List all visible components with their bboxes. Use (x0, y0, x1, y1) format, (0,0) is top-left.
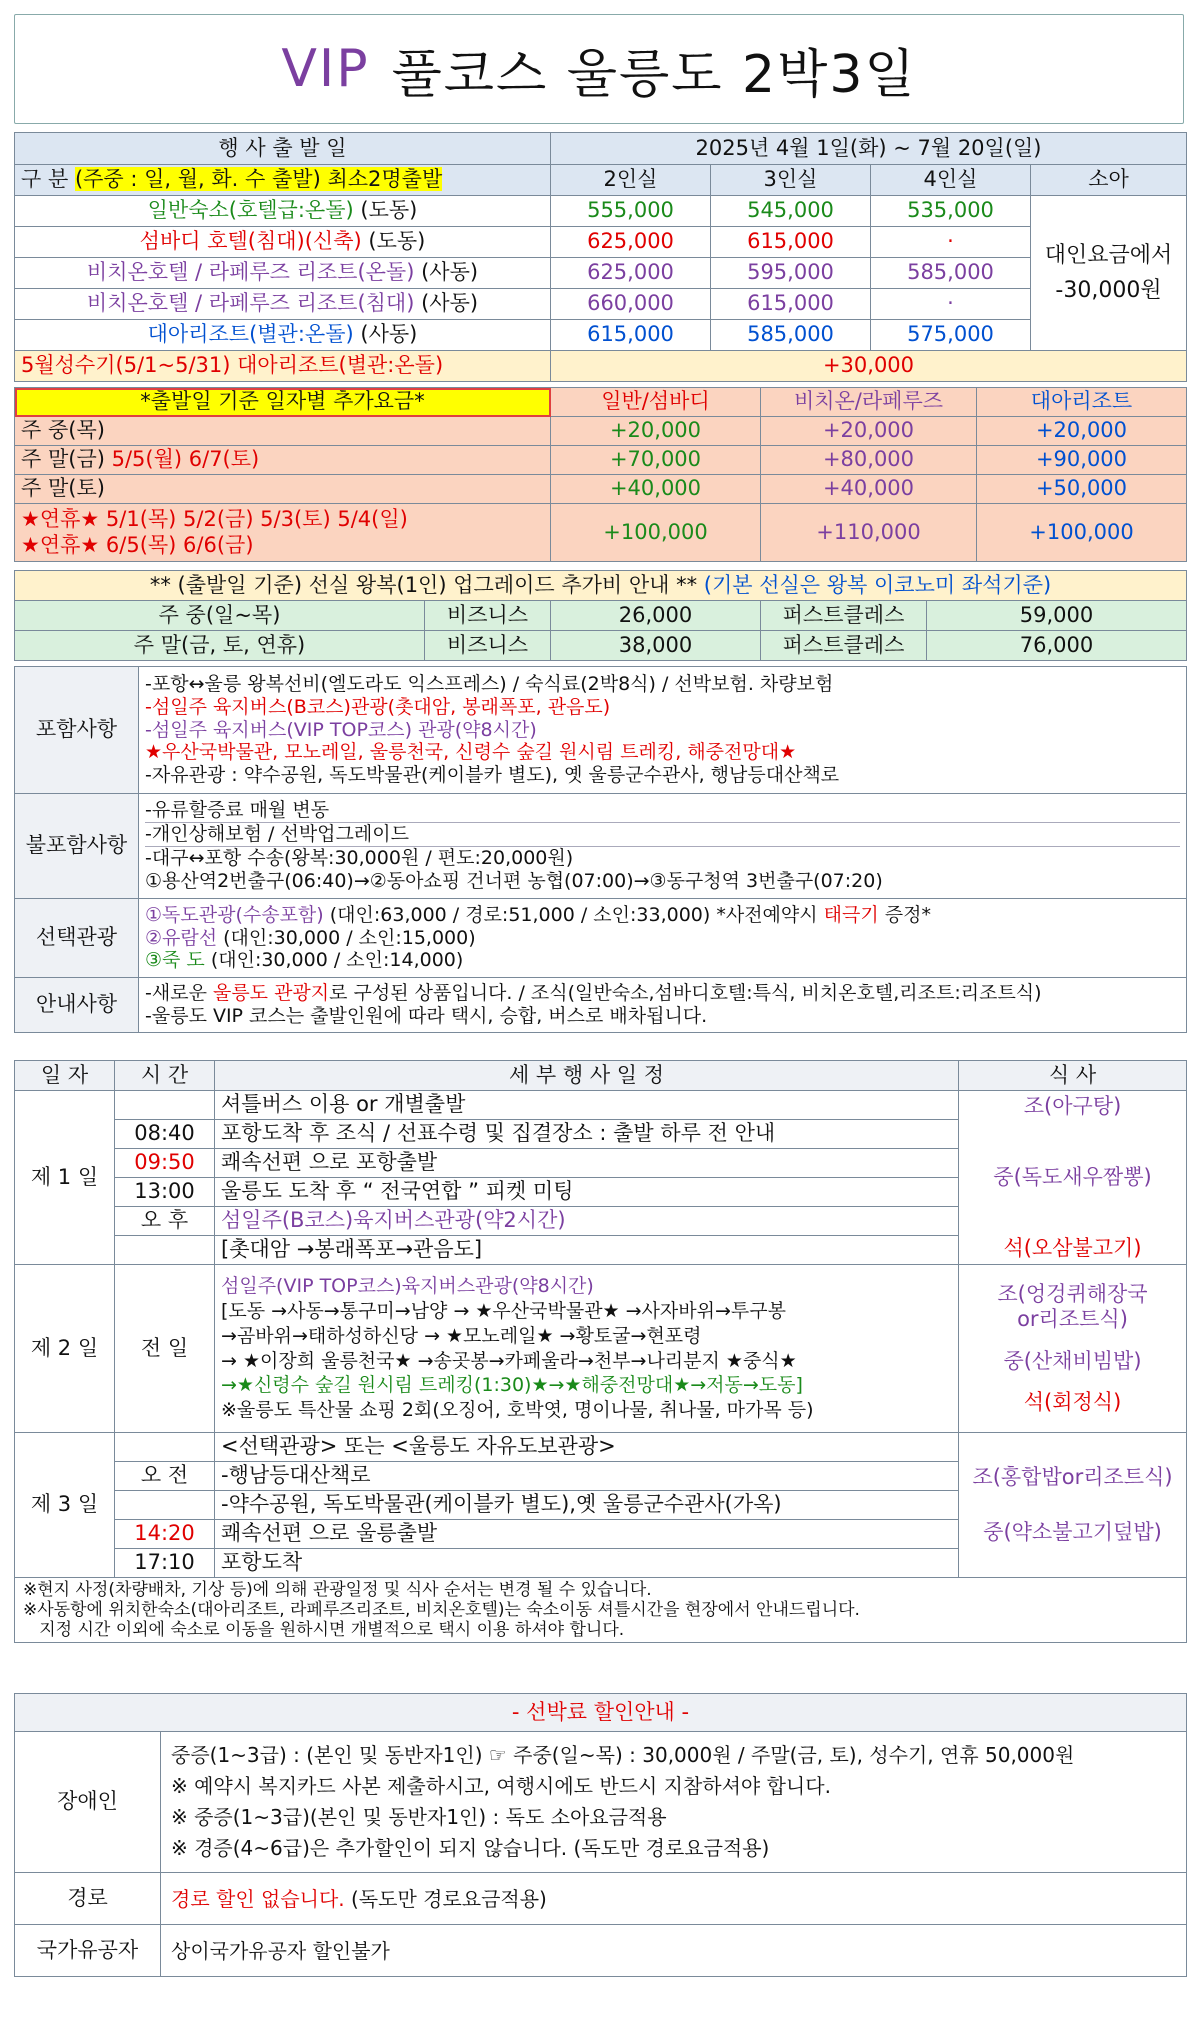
price-row-name (15, 258, 551, 289)
include-item: -자유관광 : 약수공원, 독도박물관(케이블카 별도), 옛 울릉군수관사, 행남등대산책로 (145, 764, 840, 787)
day3-detail: -행남등대산책로 (215, 1462, 959, 1491)
merit-text: 상이국가유공자 할인불가 (161, 1925, 1187, 1977)
senior-label: 경로 (15, 1873, 161, 1925)
col-3room: 3인실 (711, 165, 871, 196)
include-item: -포항↔울릉 왕복선비(엘도라도 익스프레스) / 숙식료(2박8식) / 선박보험. 차량보험 (145, 673, 834, 695)
notice-label: 안내사항 (15, 978, 139, 1033)
row-tag: (사동) (421, 291, 479, 316)
day1-time: 08:40 (115, 1120, 215, 1149)
surcharge-cell: +50,000 (977, 475, 1187, 504)
day3-time (115, 1491, 215, 1520)
day2-meals (959, 1265, 1187, 1433)
day1-time (115, 1091, 215, 1120)
row-hotel: 일반숙소(호텔급:온돌) (147, 198, 354, 223)
upgrade-title-text: ** (출발일 기준) 선실 왕복(1인) 업그레이드 추가비 안내 ** (149, 572, 698, 597)
surcharge-cell: +20,000 (977, 417, 1187, 446)
senior-red: 경로 할인 없습니다. (171, 1886, 345, 1911)
day3-time (115, 1433, 215, 1462)
notice-item (145, 982, 1180, 1005)
disabled-item: ※ 중증(1~3급)(본인 및 동반자1인) : 독도 소아요금적용 (171, 1805, 667, 1829)
schedule-note: 지정 시간 이외에 숙소로 이동을 원하시면 개별적으로 택시 이용 하셔야 합니다. (23, 1620, 625, 1641)
day2-time: 전 일 (115, 1265, 215, 1433)
option-item (145, 927, 1180, 950)
option-name: ③죽 도 (145, 949, 205, 972)
day2-line: →곰바위→태하성하신당 → ★모노레일★ →황토굴→현포령 (221, 1324, 702, 1347)
upgrade-biz-price: 26,000 (551, 601, 761, 631)
include-item: ★우산국박물관, 모노레일, 울릉천국, 신령수 숲길 원시림 트레킹, 해중전망대★ (145, 741, 797, 764)
upgrade-biz-price: 38,000 (551, 631, 761, 661)
price-cell: 545,000 (711, 196, 871, 227)
child-note-1: 대인요금에서 (1044, 242, 1173, 268)
senior-text (161, 1873, 1187, 1925)
meal-breakfast: 조(아구탕) (1023, 1093, 1122, 1118)
disabled-item: ※ 예약시 복지카드 사본 제출하시고, 여행시에도 반드시 지참하셔야 합니다. (171, 1774, 831, 1798)
upgrade-first-price: 59,000 (927, 601, 1187, 631)
price-cell: 535,000 (871, 196, 1031, 227)
schedule-note: ※사동항에 위치한숙소(대아리조트, 라페루즈리조트, 비치온호텔)는 숙소이동 셔틀시간을 현장에서 안내드립니다. (23, 1600, 860, 1621)
day1-time (115, 1236, 215, 1265)
exclude-label: 불포함사항 (15, 794, 139, 899)
upgrade-label: 주 중(일~목) (15, 601, 425, 631)
day2-line: [도동 →사동→통구미→남양 → ★우산국박물관★ →사자바위→투구봉 (221, 1300, 786, 1323)
price-row-name (15, 196, 551, 227)
day3-detail: <선택관광> 또는 <울릉도 자유도보관광> (215, 1433, 959, 1462)
notice-list (139, 978, 1187, 1033)
price-cell: 660,000 (551, 289, 711, 320)
surcharge-table (14, 387, 1187, 562)
price-cell: · (871, 227, 1031, 258)
meal-dinner: 석(오삼불고기) (1003, 1236, 1142, 1261)
row-tag: (사동) (360, 322, 418, 347)
include-list (139, 667, 1187, 794)
meal-breakfast: 조(엉겅퀴해장국 (997, 1282, 1148, 1307)
row-hotel: 대아리조트(별관:온돌) (147, 322, 354, 347)
head-date: 일 자 (15, 1061, 115, 1091)
row-hotel: 비치온호텔 / 라페루즈 리조트(온돌) (86, 260, 415, 285)
day1-detail: 셔틀버스 이용 or 개별출발 (215, 1091, 959, 1120)
senior-rest: (독도만 경로요금적용) (344, 1886, 547, 1911)
head-detail: 세 부 행 사 일 정 (215, 1061, 959, 1091)
notice-1a: -새로운 (145, 982, 213, 1005)
day3-time: 오 전 (115, 1462, 215, 1491)
disabled-label: 장애인 (15, 1732, 161, 1873)
surcharge-cell: +40,000 (551, 475, 761, 504)
col-2room: 2인실 (551, 165, 711, 196)
division-cell (15, 165, 551, 196)
price-cell: 585,000 (871, 258, 1031, 289)
day1-time: 13:00 (115, 1178, 215, 1207)
head-meal: 식 사 (959, 1061, 1187, 1091)
head-time: 시 간 (115, 1061, 215, 1091)
row-hotel: 비치온호텔 / 라페루즈 리조트(침대) (86, 291, 415, 316)
day3-time: 14:20 (115, 1520, 215, 1549)
surcharge-label (15, 475, 551, 504)
row-tag: (도동) (360, 198, 418, 223)
page-title (14, 14, 1184, 124)
notice-item: -울릉도 VIP 코스는 출발인원에 따라 택시, 승합, 버스로 배차됩니다. (145, 1005, 708, 1027)
day2-line: → ★이장희 울릉천국★ →송곳봉→카페울라→천부→나리분지 ★중식★ (221, 1349, 797, 1372)
meal-breakfast: 조(홍합밥or리조트식) (972, 1464, 1173, 1489)
day1-label: 제 1 일 (15, 1091, 115, 1265)
meal-dinner: 석(회정식) (1023, 1389, 1122, 1414)
price-row-name (15, 227, 551, 258)
day3-time: 17:10 (115, 1549, 215, 1578)
division-note: (주중 : 일, 월, 화. 수 출발) 최소2명출발 (74, 167, 443, 192)
surcharge-cell: +20,000 (551, 417, 761, 446)
include-item: -섬일주 육지버스(B코스)관광(촛대암, 봉래폭포, 관음도) (145, 695, 611, 718)
child-note (1031, 196, 1187, 351)
surcharge-col: 대아리조트 (977, 388, 1187, 417)
title-vip: VIP (281, 39, 370, 99)
holiday-2: ★연휴★ 6/5(목) 6/6(금) (21, 532, 254, 557)
day2-line: ※울릉도 특산물 쇼핑 2회(오징어, 호박엿, 명이나물, 취나물, 마가목 등) (221, 1398, 814, 1421)
surcharge-cell: +20,000 (761, 417, 977, 446)
surcharge-label (15, 417, 551, 446)
discount-title: - 선박료 할인안내 - (15, 1694, 1187, 1732)
surcharge-cell: +80,000 (761, 446, 977, 475)
day2-label: 제 2 일 (15, 1265, 115, 1433)
option-tail: 증정* (878, 903, 931, 926)
upgrade-first: 퍼스트클레스 (761, 601, 927, 631)
exclude-item: ①용산역2번출구(06:40)→②동아쇼핑 건너편 농협(07:00)→③동구청역 3번출구(07:20) (145, 869, 883, 892)
surcharge-label (15, 446, 551, 475)
row-tag: (도동) (368, 229, 426, 254)
price-cell: 575,000 (871, 320, 1031, 351)
surcharge-cell: +40,000 (761, 475, 977, 504)
upgrade-biz: 비즈니스 (425, 601, 551, 631)
notice-1b: 울릉도 관광지 (212, 982, 330, 1005)
surcharge-header: *출발일 기준 일자별 추가요금* (15, 388, 551, 417)
option-list (139, 899, 1187, 978)
price-cell: 595,000 (711, 258, 871, 289)
upgrade-label: 주 말(금, 토, 연휴) (15, 631, 425, 661)
info-table (14, 666, 1187, 1033)
exclude-item: -개인상해보험 / 선박업그레이드 (145, 823, 1180, 847)
surcharge-day: 주 말(금) (21, 447, 105, 472)
col-child: 소아 (1031, 165, 1187, 196)
peak-label: 5월성수기(5/1~5/31) 대아리조트(별관:온돌) (15, 351, 551, 382)
option-highlight: 태극기 (823, 903, 879, 926)
day1-meals (959, 1091, 1187, 1265)
row-tag: (사동) (421, 260, 479, 285)
day2-line: →★신령수 숲길 원시림 트레킹(1:30)★→★해중전망대★→저동→도동] (221, 1374, 803, 1397)
surcharge-cell: +70,000 (551, 446, 761, 475)
option-desc: (대인:30,000 / 소인:15,000) (217, 926, 476, 949)
meal-lunch: 중(독도새우짬뽕) (993, 1164, 1152, 1189)
price-cell: · (871, 289, 1031, 320)
upgrade-biz: 비즈니스 (425, 631, 551, 661)
day1-detail: 섬일주(B코스)육지버스관광(약2시간) (215, 1207, 959, 1236)
price-cell: 615,000 (551, 320, 711, 351)
discount-table (14, 1693, 1187, 1977)
meal-lunch: 중(산채비빔밥) (1003, 1348, 1142, 1373)
upgrade-title-note: (기본 선실은 왕복 이코노미 좌석기준) (703, 572, 1052, 597)
schedule-note: ※현지 사정(차량배차, 기상 등)에 의해 관광일정 및 식사 순서는 변경 될 수 있습니다. (23, 1580, 652, 1600)
day2-line: 섬일주(VIP TOP코스)육지버스관광(약8시간) (221, 1275, 594, 1298)
price-table (14, 132, 1187, 382)
holiday-cell: +110,000 (761, 504, 977, 562)
merit-label: 국가유공자 (15, 1925, 161, 1977)
period-label: 행 사 출 발 일 (15, 133, 551, 165)
price-row-name (15, 320, 551, 351)
upgrade-first-price: 76,000 (927, 631, 1187, 661)
exclude-item: -유류할증료 매월 변동 (145, 799, 1180, 823)
surcharge-col: 일반/섬바디 (551, 388, 761, 417)
option-item (145, 904, 1180, 927)
upgrade-table (14, 570, 1187, 661)
day1-time: 오 후 (115, 1207, 215, 1236)
schedule-notes (15, 1578, 1187, 1643)
price-cell: 625,000 (551, 258, 711, 289)
price-cell: 615,000 (711, 289, 871, 320)
surcharge-extra: 5/5(월) 6/7(토) (111, 447, 260, 472)
price-row-name (15, 289, 551, 320)
row-hotel: 섬바디 호텔(침대)(신축) (139, 229, 362, 254)
surcharge-day: 주 말(토) (21, 476, 105, 501)
day1-detail: [촛대암 →봉래폭포→관음도] (215, 1236, 959, 1265)
disabled-item: ※ 경증(4~6급)은 추가할인이 되지 않습니다. (독도만 경로요금적용) (171, 1836, 770, 1860)
disabled-list (161, 1732, 1187, 1873)
col-4room: 4인실 (871, 165, 1031, 196)
exclude-list (139, 794, 1187, 899)
meal-breakfast-alt: or리조트식) (1017, 1307, 1128, 1332)
day1-detail: 쾌속선편 으로 포항출발 (215, 1149, 959, 1178)
include-label: 포함사항 (15, 667, 139, 794)
price-cell: 585,000 (711, 320, 871, 351)
day3-meals (959, 1433, 1187, 1578)
title-rest: 풀코스 울릉도 2박3일 (391, 44, 917, 105)
option-name: ①독도관광(수송포함) (145, 903, 324, 926)
exclude-item: -대구↔포항 수송(왕복:30,000원 / 편도:20,000원) (145, 847, 574, 869)
price-cell: 625,000 (551, 227, 711, 258)
holiday-1: ★연휴★ 5/1(목) 5/2(금) 5/3(토) 5/4(일) (21, 507, 408, 532)
surcharge-day: 주 중(목) (21, 418, 105, 443)
day1-detail: 포항도착 후 조식 / 선표수령 및 집결장소 : 출발 하루 전 안내 (215, 1120, 959, 1149)
option-desc: (대인:63,000 / 경로:51,000 / 소인:33,000) *사전예약시 (323, 903, 824, 926)
surcharge-col: 비치온/라페루즈 (761, 388, 977, 417)
holiday-cell: +100,000 (977, 504, 1187, 562)
holiday-cell: +100,000 (551, 504, 761, 562)
day1-detail: 울릉도 도착 후 “ 전국연합 ” 피켓 미팅 (215, 1178, 959, 1207)
child-note-2: -30,000원 (1055, 278, 1162, 303)
holiday-label (15, 504, 551, 562)
day3-detail: 포항도착 (215, 1549, 959, 1578)
notice-1c: 로 구성된 상품입니다. / 조식(일반숙소,섬바디호텔:특식, 비치온호텔,리조트:리조트식) (329, 982, 1042, 1005)
day3-detail: 쾌속선편 으로 울릉출발 (215, 1520, 959, 1549)
division-label: 구 분 (21, 167, 69, 192)
peak-value: +30,000 (551, 351, 1187, 382)
day1-time: 09:50 (115, 1149, 215, 1178)
option-desc: (대인:30,000 / 소인:14,000) (204, 949, 464, 972)
surcharge-cell: +90,000 (977, 446, 1187, 475)
option-name: ②유람선 (145, 926, 218, 949)
disabled-item: 중증(1~3급) : (본인 및 동반자1인) ☞ 주중(일~목) : 30,000원 / 주말(금, 토), 성수기, 연휴 50,000원 (171, 1743, 1075, 1767)
include-item: -섬일주 육지버스(VIP TOP코스) 관광(약8시간) (145, 718, 537, 741)
upgrade-first: 퍼스트클레스 (761, 631, 927, 661)
meal-lunch: 중(약소불고기덮밥) (983, 1520, 1162, 1544)
option-label: 선택관광 (15, 899, 139, 978)
price-cell: 555,000 (551, 196, 711, 227)
period-value: 2025년 4월 1일(화) ~ 7월 20일(일) (551, 133, 1187, 165)
day3-label: 제 3 일 (15, 1433, 115, 1578)
day3-detail: -약수공원, 독도박물관(케이블카 별도),옛 울릉군수관사(가옥) (215, 1491, 959, 1520)
day2-detail (215, 1265, 959, 1433)
upgrade-title (15, 571, 1187, 601)
price-cell: 615,000 (711, 227, 871, 258)
schedule-table (14, 1060, 1187, 1643)
option-item (145, 949, 1180, 972)
